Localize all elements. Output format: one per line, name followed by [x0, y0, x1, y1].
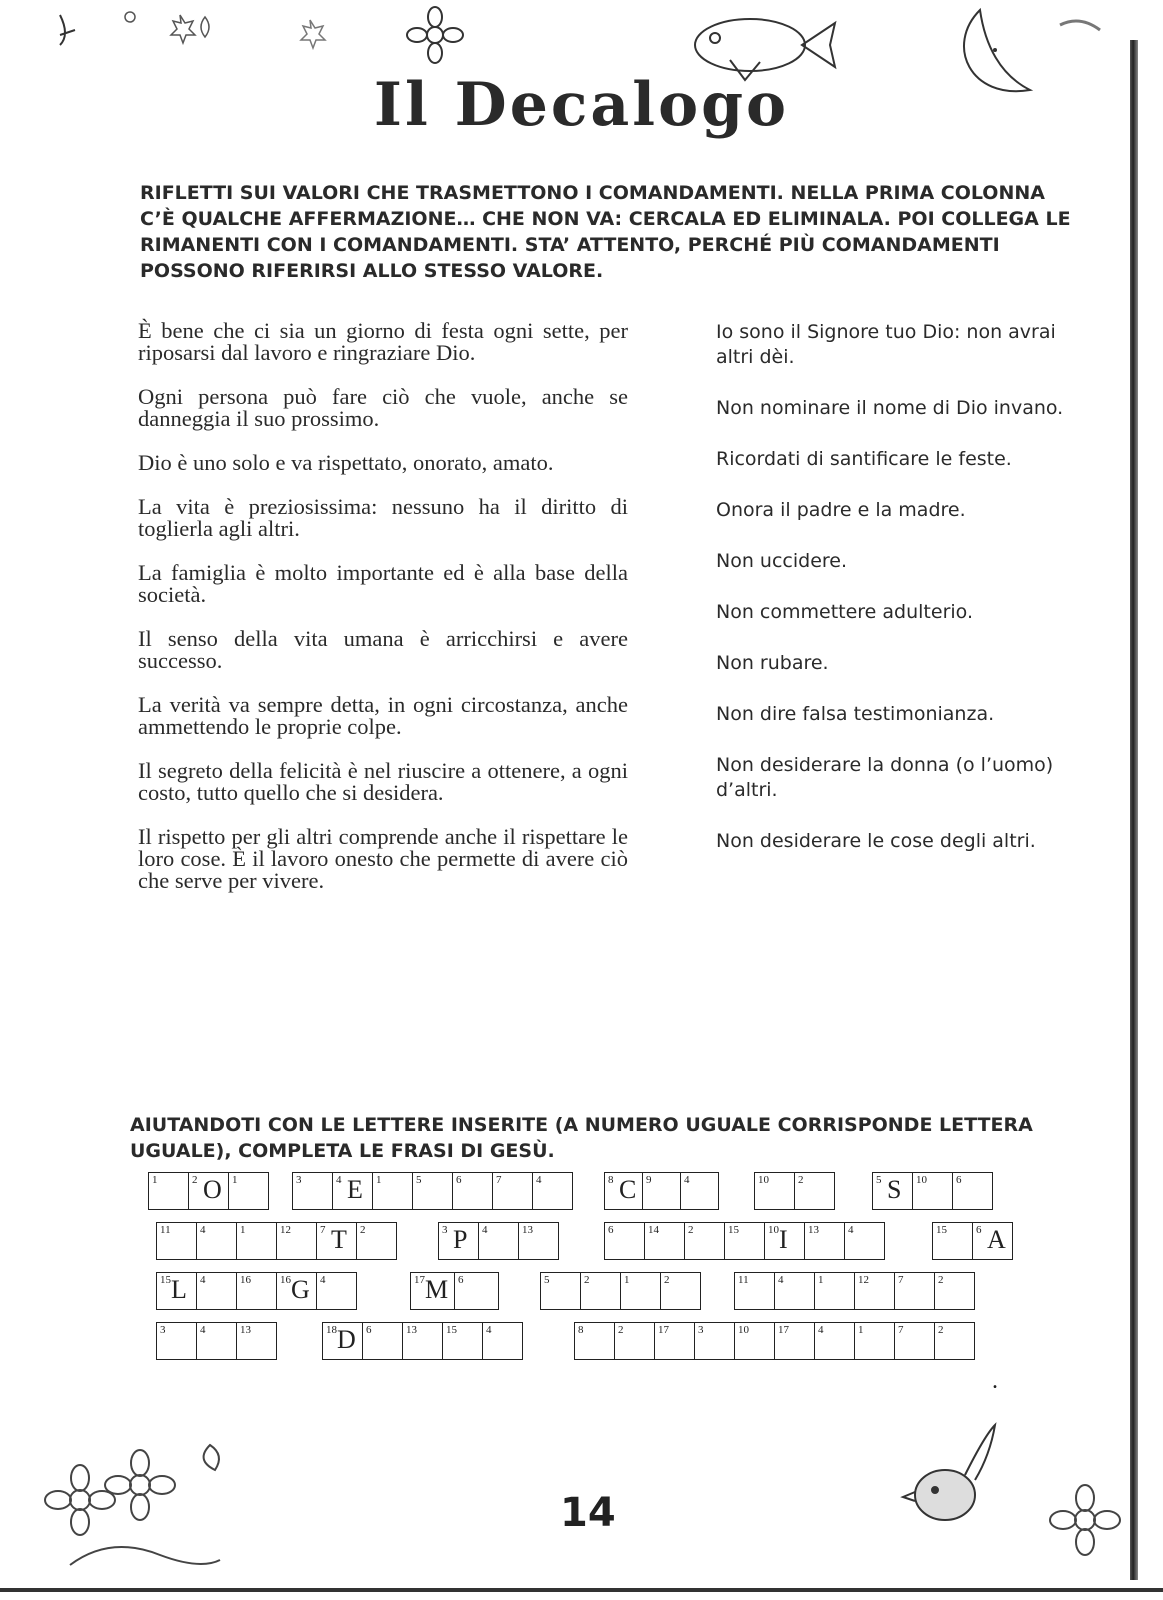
puzzle-cell[interactable] — [228, 1172, 269, 1210]
puzzle-cell-number: 11 — [738, 1274, 749, 1286]
statement: La famiglia è molto importante ed è alla base della società. — [138, 560, 628, 607]
puzzle-cell-letter: C — [619, 1175, 637, 1204]
puzzle-cell-number: 4 — [200, 1224, 206, 1236]
puzzle-cell[interactable] — [452, 1172, 493, 1210]
commandment: Non uccidere. — [716, 550, 848, 572]
puzzle-cell[interactable] — [236, 1272, 277, 1310]
puzzle-cell[interactable] — [894, 1272, 935, 1310]
puzzle-cell[interactable] — [478, 1222, 519, 1260]
puzzle-cell-number: 13 — [522, 1224, 533, 1236]
puzzle-cell-letter: O — [203, 1175, 222, 1204]
puzzle-cell[interactable] — [276, 1272, 317, 1310]
puzzle-cell-number: 3 — [442, 1224, 448, 1236]
commandment: Ricordati di santificare le feste. — [716, 448, 1012, 470]
puzzle-cell-number: 2 — [192, 1174, 198, 1186]
puzzle-cell-number: 7 — [898, 1274, 904, 1286]
commandment: Non dire falsa testimonianza. — [716, 703, 995, 725]
puzzle-cell[interactable] — [236, 1322, 277, 1360]
commandment: Onora il padre e la madre. — [716, 499, 966, 521]
puzzle-cell[interactable] — [322, 1322, 363, 1360]
puzzle-cell-number: 4 — [336, 1174, 342, 1186]
commandment: Non commettere adulterio. — [716, 601, 973, 623]
puzzle-cell-number: 6 — [366, 1324, 372, 1336]
puzzle-cell-number: 1 — [152, 1174, 158, 1186]
puzzle-cell[interactable] — [412, 1172, 453, 1210]
puzzle-cell-number: 2 — [618, 1324, 624, 1336]
puzzle-cell-number: 16 — [280, 1274, 291, 1286]
puzzle-cell[interactable] — [694, 1322, 735, 1360]
puzzle-cell[interactable] — [156, 1222, 197, 1260]
puzzle-cell[interactable] — [316, 1222, 357, 1260]
puzzle-cell-number: 8 — [578, 1324, 584, 1336]
puzzle-cell-number: 3 — [296, 1174, 302, 1186]
puzzle-cell[interactable] — [540, 1272, 581, 1310]
puzzle-cell[interactable] — [794, 1172, 835, 1210]
puzzle-cell[interactable] — [148, 1172, 189, 1210]
puzzle-cell[interactable] — [934, 1322, 975, 1360]
puzzle-cell-number: 9 — [646, 1174, 652, 1186]
puzzle-cell[interactable] — [774, 1272, 815, 1310]
puzzle-cell[interactable] — [356, 1222, 397, 1260]
puzzle-cell-number: 2 — [938, 1324, 944, 1336]
commandments-column — [716, 320, 1076, 880]
puzzle-cell[interactable] — [574, 1322, 615, 1360]
puzzle-cell-letter: S — [887, 1175, 902, 1204]
puzzle-cell[interactable] — [604, 1222, 645, 1260]
puzzle-cell-number: 4 — [536, 1174, 542, 1186]
puzzle-cell-number: 5 — [544, 1274, 550, 1286]
puzzle-cell-number: 4 — [818, 1324, 824, 1336]
puzzle-cell-number: 15 — [446, 1324, 457, 1336]
puzzle-cell-number: 3 — [160, 1324, 166, 1336]
puzzle-cell-number: 11 — [160, 1224, 171, 1236]
statement: Il senso della vita umana è arricchirsi e avere successo. — [138, 626, 628, 673]
puzzle-cell-number: 8 — [608, 1174, 614, 1186]
puzzle-cell[interactable] — [196, 1222, 237, 1260]
puzzle-cell-number: 6 — [458, 1274, 464, 1286]
commandment: Non desiderare le cose degli altri. — [716, 830, 1036, 852]
puzzle-cell[interactable] — [614, 1322, 655, 1360]
puzzle-cell-number: 17 — [778, 1324, 789, 1336]
puzzle-cell-number: 4 — [320, 1274, 326, 1286]
puzzle-cell[interactable] — [236, 1222, 277, 1260]
puzzle-cell[interactable] — [196, 1272, 237, 1310]
puzzle-cell-number: 1 — [376, 1174, 382, 1186]
puzzle-cell-number: 6 — [956, 1174, 962, 1186]
puzzle-cell-number: 2 — [688, 1224, 694, 1236]
statement: La vita è preziosissima: nessuno ha il diritto di toglierla agli altri. — [138, 494, 628, 541]
puzzle-cell[interactable] — [854, 1322, 895, 1360]
puzzle-cell[interactable] — [654, 1322, 695, 1360]
puzzle-cell-letter: M — [425, 1275, 449, 1304]
puzzle-cell[interactable] — [844, 1222, 885, 1260]
bird-icon — [900, 1420, 1000, 1530]
puzzle-cell-letter: G — [291, 1275, 310, 1304]
puzzle-cell-number: 4 — [486, 1324, 492, 1336]
instructions-matching: RIFLETTI SUI VALORI CHE TRASMETTONO I COMANDAMENTI. NELLA PRIMA COLONNA C’È QUALCHE AFFERMAZIONE… CHE NON VA: CERCALA ED ELIMINALA. POI COLLEGA LE RIMANENTI CON I COMANDAMENTI. STA’ ATTENTO, PERCHÉ PIÙ COMANDAMENTI POSSONO RIFERIRSI ALLO STESSO VALORE. — [140, 182, 1071, 282]
puzzle-cell[interactable] — [934, 1272, 975, 1310]
puzzle-cell-letter: T — [331, 1225, 347, 1254]
puzzle-cell-number: 2 — [584, 1274, 590, 1286]
flower-icon — [400, 5, 470, 65]
puzzle-cell[interactable] — [764, 1222, 805, 1260]
puzzle-cell[interactable] — [156, 1322, 197, 1360]
puzzle-cell[interactable] — [372, 1172, 413, 1210]
commandment: Io sono il Signore tuo Dio: non avrai altri dèi. — [716, 321, 1056, 368]
statement: Il segreto della felicità è nel riuscire a ottenere, a ogni costo, tutto quello che si desidera. — [138, 758, 628, 805]
puzzle-cell[interactable] — [642, 1172, 681, 1210]
puzzle-cell[interactable] — [804, 1222, 845, 1260]
instructions-puzzle: AIUTANDOTI CON LE LETTERE INSERITE (A NUMERO UGUALE CORRISPONDE LETTERA UGUALE), COMPLETA LE FRASI DI GESÙ. — [130, 1114, 1033, 1162]
puzzle-cell[interactable] — [532, 1172, 573, 1210]
puzzle-cell[interactable] — [952, 1172, 993, 1210]
statements-column — [138, 320, 628, 914]
puzzle-cell-number: 1 — [624, 1274, 630, 1286]
puzzle-cell-number: 6 — [456, 1174, 462, 1186]
puzzle-cell[interactable] — [814, 1272, 855, 1310]
puzzle-cell-number: 6 — [608, 1224, 614, 1236]
puzzle-cell-number: 1 — [858, 1324, 864, 1336]
puzzle-cell-number: 15 — [728, 1224, 739, 1236]
puzzle-cell-number: 10 — [916, 1174, 927, 1186]
puzzle-cell[interactable] — [188, 1172, 229, 1210]
puzzle-cell[interactable] — [754, 1172, 795, 1210]
puzzle-cell-number: 13 — [808, 1224, 819, 1236]
puzzle-cell[interactable] — [362, 1322, 403, 1360]
puzzle-cell-number: 4 — [482, 1224, 488, 1236]
statement: Il rispetto per gli altri comprende anche il rispettare le loro cose. È il lavoro onesto che permette di avere ciò che serve per vivere. — [138, 824, 628, 893]
puzzle-cell-number: 12 — [858, 1274, 869, 1286]
puzzle-cell-number: 4 — [848, 1224, 854, 1236]
puzzle-cell-number: 7 — [898, 1324, 904, 1336]
puzzle-cell-number: 14 — [648, 1224, 659, 1236]
puzzle-cell[interactable] — [402, 1322, 443, 1360]
puzzle-cell-number: 13 — [406, 1324, 417, 1336]
puzzle-cell-number: 5 — [876, 1174, 882, 1186]
puzzle-cell[interactable] — [734, 1272, 775, 1310]
puzzle-cell-number: 10 — [758, 1174, 769, 1186]
puzzle-cell-letter: A — [987, 1225, 1006, 1254]
statement: Ogni persona può fare ciò che vuole, anche se danneggia il suo prossimo. — [138, 384, 628, 431]
puzzle-cell-number: 2 — [360, 1224, 366, 1236]
puzzle-cell[interactable] — [454, 1272, 499, 1310]
puzzle-cell[interactable] — [932, 1222, 973, 1260]
puzzle-cell[interactable] — [492, 1172, 533, 1210]
statement: Dio è uno solo e va rispettato, onorato, amato. — [138, 450, 554, 475]
puzzle-cell-letter: I — [779, 1225, 788, 1254]
puzzle-cell-number: 1 — [818, 1274, 824, 1286]
page-edge-bottom — [0, 1588, 1163, 1592]
puzzle-cell-number: 4 — [684, 1174, 690, 1186]
puzzle-cell[interactable] — [972, 1222, 1013, 1260]
puzzle-cell-number: 7 — [496, 1174, 502, 1186]
flower-small-icon — [1040, 1470, 1130, 1570]
puzzle-cell-number: 15 — [160, 1274, 171, 1286]
commandment: Non desiderare la donna (o l’uomo) d’altri. — [716, 754, 1054, 801]
statement: La verità va sempre detta, in ogni circostanza, anche ammettendo le proprie colpe. — [138, 692, 628, 739]
puzzle-cell-number: 5 — [416, 1174, 422, 1186]
puzzle-cell[interactable] — [410, 1272, 455, 1310]
puzzle-cell[interactable] — [156, 1272, 197, 1310]
puzzle-cell[interactable] — [814, 1322, 855, 1360]
puzzle-cell-letter: D — [337, 1325, 356, 1354]
puzzle-cell-number: 12 — [280, 1224, 291, 1236]
page-edge — [1130, 40, 1138, 1580]
puzzle-cell-number: 15 — [936, 1224, 947, 1236]
puzzle-cell-number: 2 — [798, 1174, 804, 1186]
puzzle-cell-number: 10 — [738, 1324, 749, 1336]
puzzle-cell-number: 1 — [240, 1224, 246, 1236]
puzzle-cell[interactable] — [292, 1172, 333, 1210]
puzzle-cell-letter: P — [453, 1225, 468, 1254]
puzzle-cell-letter: E — [347, 1175, 363, 1204]
page-title: Il Decalogo — [373, 70, 790, 140]
puzzle-cell-number: 16 — [240, 1274, 251, 1286]
puzzle-cell-number: 7 — [320, 1224, 326, 1236]
puzzle-cell-number: 13 — [240, 1324, 251, 1336]
puzzle-cell-number: 4 — [200, 1274, 206, 1286]
puzzle-cell[interactable] — [872, 1172, 913, 1210]
puzzle-cell-number: 2 — [938, 1274, 944, 1286]
puzzle-cell[interactable] — [580, 1272, 621, 1310]
puzzle-cell[interactable] — [332, 1172, 373, 1210]
page-number: 14 — [560, 1490, 616, 1536]
puzzle-cell-number: 2 — [664, 1274, 670, 1286]
puzzle-cell[interactable] — [724, 1222, 765, 1260]
puzzle-cell[interactable] — [620, 1272, 661, 1310]
puzzle-cell[interactable] — [438, 1222, 479, 1260]
puzzle-cell[interactable] — [660, 1272, 701, 1310]
puzzle-cell[interactable] — [644, 1222, 685, 1260]
puzzle-cell[interactable] — [774, 1322, 815, 1360]
puzzle-cell-number: 17 — [414, 1274, 425, 1286]
puzzle-cell[interactable] — [734, 1322, 775, 1360]
puzzle-cell[interactable] — [912, 1172, 953, 1210]
puzzle-final-period: . — [992, 1368, 998, 1394]
puzzle-cell[interactable] — [894, 1322, 935, 1360]
puzzle-cell[interactable] — [276, 1222, 317, 1260]
puzzle-cell-number: 10 — [768, 1224, 779, 1236]
puzzle-cell-number: 18 — [326, 1324, 337, 1336]
puzzle-cell[interactable] — [680, 1172, 719, 1210]
puzzle-cell-number: 3 — [698, 1324, 704, 1336]
puzzle-cell[interactable] — [316, 1272, 357, 1310]
puzzle-cell-number: 6 — [976, 1224, 982, 1236]
puzzle-cell[interactable] — [684, 1222, 725, 1260]
puzzle-cell[interactable] — [518, 1222, 559, 1260]
puzzle-cell-number: 4 — [778, 1274, 784, 1286]
puzzle-cell[interactable] — [854, 1272, 895, 1310]
puzzle-cell[interactable] — [604, 1172, 643, 1210]
puzzle-cell[interactable] — [482, 1322, 523, 1360]
flowers-decoration-icon — [40, 1440, 290, 1570]
puzzle-cell[interactable] — [442, 1322, 483, 1360]
puzzle-cell-number: 17 — [658, 1324, 669, 1336]
commandment: Non nominare il nome di Dio invano. — [716, 397, 1064, 419]
commandment: Non rubare. — [716, 652, 829, 674]
puzzle-cell-letter: L — [171, 1275, 187, 1304]
puzzle-cell[interactable] — [196, 1322, 237, 1360]
puzzle-cell-number: 1 — [232, 1174, 238, 1186]
star-decoration-icon — [40, 5, 390, 55]
puzzle-cell-number: 4 — [200, 1324, 206, 1336]
statement: È bene che ci sia un giorno di festa ogni sette, per riposarsi dal lavoro e ringraziare Dio. — [138, 318, 628, 365]
